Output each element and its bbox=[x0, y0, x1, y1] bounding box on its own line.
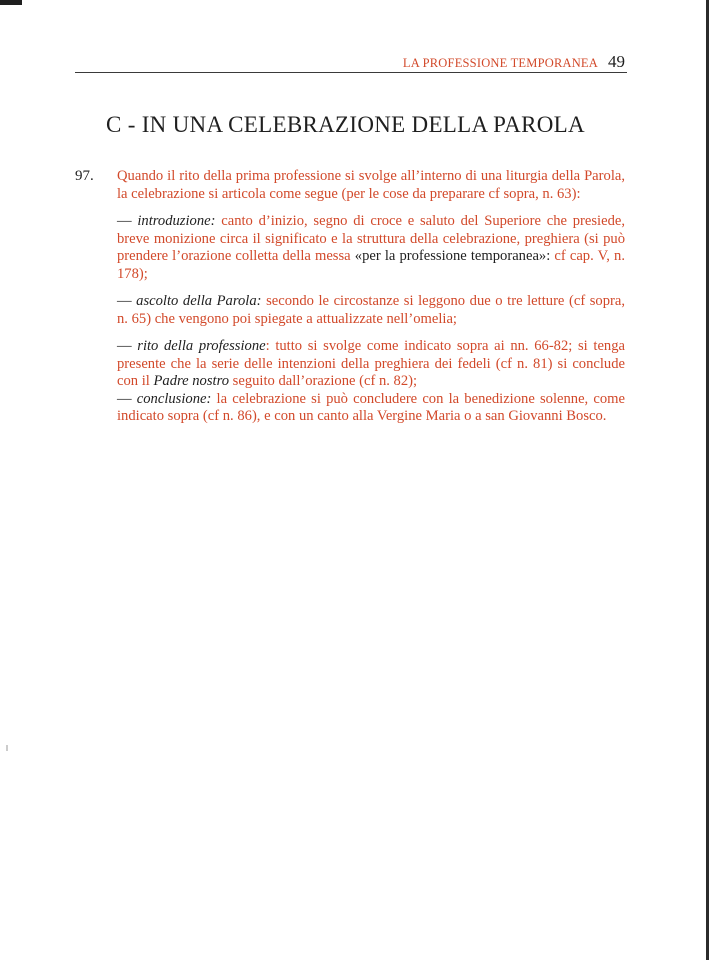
item-quote: «per la professione temporanea»: bbox=[354, 248, 551, 264]
paragraph-intro bbox=[117, 168, 625, 203]
item-term-padre-nostro: Padre nostro bbox=[153, 373, 230, 389]
running-head-title: LA PROFESSIONE TEMPORANEA bbox=[402, 56, 598, 70]
item-dash: — bbox=[117, 213, 138, 229]
scan-speck bbox=[6, 745, 8, 751]
item-term: introduzione: bbox=[137, 213, 216, 229]
item-term: conclusione: bbox=[136, 390, 212, 407]
section-title: C - IN UNA CELEBRAZIONE DELLA PAROLA bbox=[106, 112, 585, 137]
page-number: 49 bbox=[608, 52, 625, 71]
paragraph-body bbox=[117, 168, 625, 436]
paragraph-number: 97. bbox=[75, 168, 94, 184]
list-item-conclusione bbox=[117, 391, 625, 426]
item-term: rito della professione bbox=[137, 338, 266, 354]
item-tail: cf cap. V, n. 178); bbox=[117, 248, 625, 282]
item-term: ascolto della Parola: bbox=[136, 293, 262, 309]
item-text: la celebrazione si può concludere con la benedizione solenne, come indicato sopra (cf n. 86), e con un canto alla Vergine Maria o a san Giovanni Bosco. bbox=[117, 390, 625, 424]
item-text: secondo le circostanze si leggono due o tre letture (cf sopra, n. 65) che vengono poi spiegate a attualizzate nell’omelia; bbox=[117, 293, 626, 327]
list-item-introduzione bbox=[117, 213, 625, 283]
item-tail: seguito dall’orazione (cf n. 82); bbox=[229, 373, 418, 389]
item-text: canto d’inizio, segno di croce e saluto del Superiore che presiede, breve monizione circa il significato e la struttura della celebrazione, preghiera (si può prendere l’orazione colletta della messa bbox=[117, 213, 626, 264]
running-head bbox=[75, 52, 625, 72]
header-rule bbox=[75, 72, 627, 73]
item-dash: — bbox=[117, 390, 137, 407]
item-text: : tutto si svolge come indicato sopra ai nn. 66-82; si tenga presente che la serie delle intenzioni della preghiera dei fedeli (cf n. 81) si conclude con il bbox=[117, 338, 625, 389]
page-corner-mark bbox=[0, 0, 22, 5]
list-item-rito bbox=[117, 338, 625, 391]
list-item-ascolto bbox=[117, 293, 625, 328]
intro-text: Quando il rito della prima professione si svolge all’interno di una liturgia della Parola, la celebrazione si articola come segue (per le cose da preparare cf sopra, n. 63): bbox=[117, 168, 625, 202]
item-dash: — bbox=[117, 338, 138, 354]
item-dash: — bbox=[117, 293, 137, 309]
